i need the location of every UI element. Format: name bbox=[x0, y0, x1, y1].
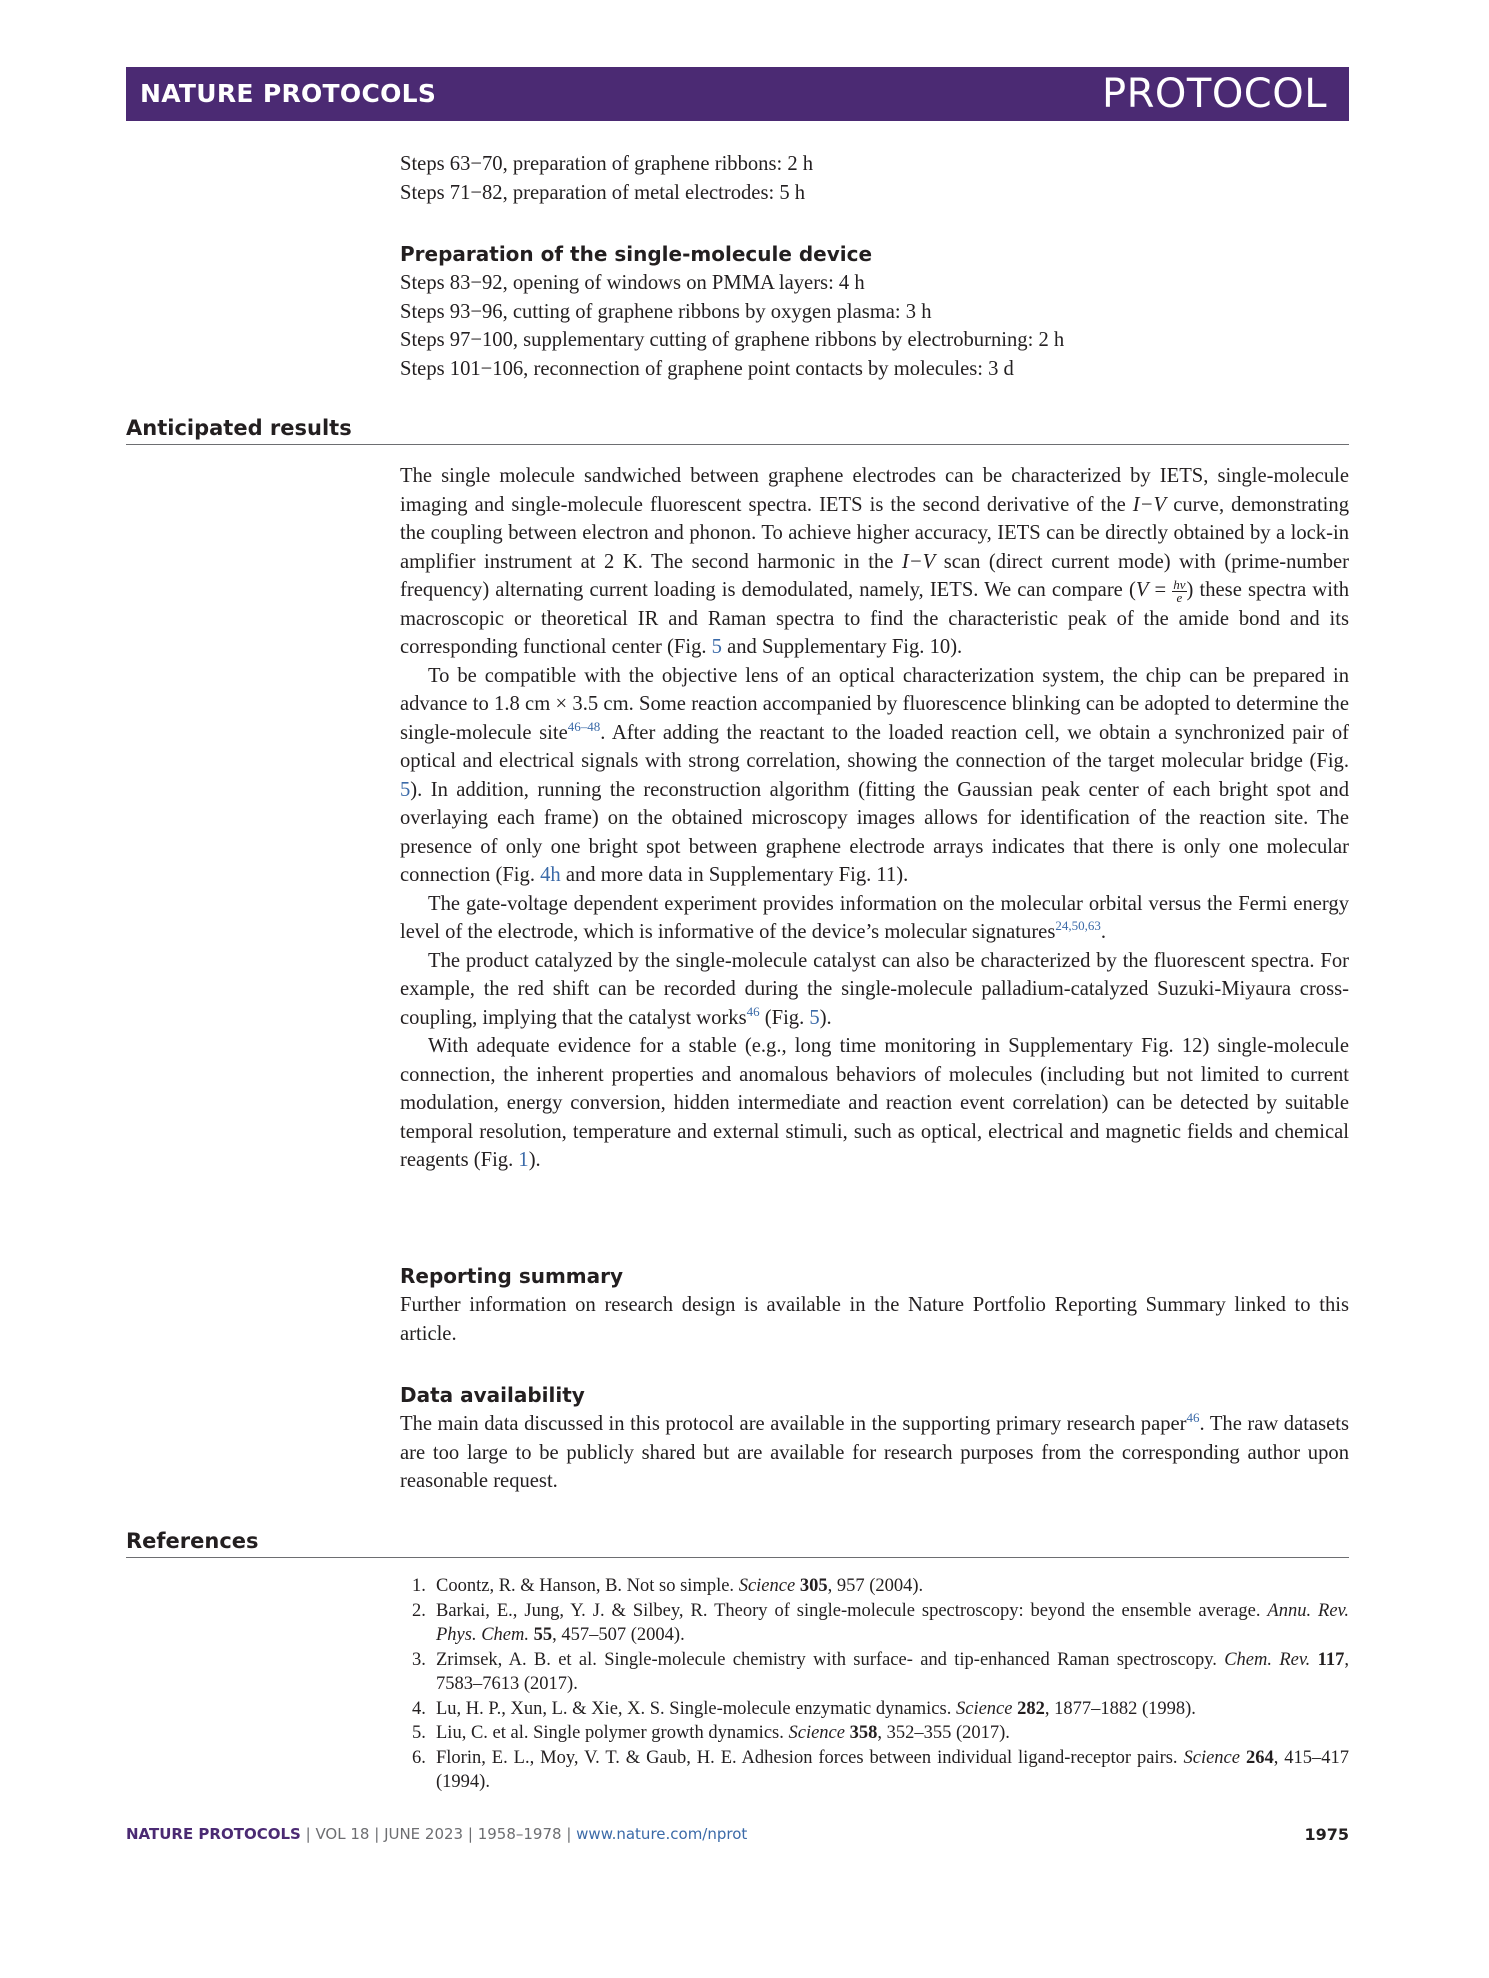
reference-list bbox=[400, 1574, 1349, 1795]
paragraph: Further information on research design is available in the Nature Portfolio Reporting Summary linked to this article. bbox=[400, 1294, 1349, 1345]
reporting-summary-section bbox=[400, 1261, 1349, 1348]
timing-step: Steps 93−96, cutting of graphene ribbons by oxygen plasma: 3 h bbox=[400, 300, 932, 323]
paragraph: The single molecule sandwiched between graphene electrodes can be characterized by IETS, single-molecule imaging and single-molecule fluorescent spectra. IETS is the second derivative of the I−V curve, demonstrating the coupling between electron and phonon. To achieve higher accuracy, IETS can be directly obtained by a lock-in amplifier instrument at 2 K. The second harmonic in the I−V scan (direct current mode) with (prime-number frequency) alternating current loading is demodulated, namely, IETS. We can compare (V = $\frac{h\nu}{e}$ ) these spectra with macroscopic or theoretical IR and Raman spectra to find the characteristic peak of the amide bond and its corresponding functional center (Fig. 5 and Supplementary Fig. 10). bbox=[400, 465, 1349, 658]
figure-link[interactable]: 5 bbox=[400, 778, 411, 801]
reference-item: 3. Zrimsek, A. B. et al. Single-molecule chemistry with surface- and tip-enhanced Raman spectroscopy. Chem. Rev. 117, 7583–7613 (2017). bbox=[412, 1649, 1350, 1694]
equation-fraction: $\frac{h\nu}{e}$ bbox=[1173, 576, 1186, 605]
paragraph: With adequate evidence for a stable (e.g., long time monitoring in Supplementary Fig. 12) single-molecule connection, the inherent properties and anomalous behaviors of molecules (including but not limited to current modulation, energy conversion, hidden intermediate and reaction event correlation) can be detected by suitable temporal resolution, temperature and external stimuli, such as optical, electrical and magnetic fields and chemical reagents (Fig. 1). bbox=[400, 1035, 1349, 1171]
data-availability-section bbox=[400, 1380, 1349, 1496]
paragraph: The main data discussed in this protocol are available in the supporting primary research paper$^{46}$. The raw datasets are too large to be publicly shared but are available for research purposes from the corresponding author upon reasonable request. bbox=[400, 1410, 1349, 1492]
reference-item: 1. Coontz, R. & Hanson, B. Not so simple. Science 305, 957 (2004). bbox=[412, 1576, 924, 1596]
paragraph: The gate-voltage dependent experiment provides information on the molecular orbital versus the Fermi energy level of the electrode, which is informative of the device’s molecular signatures$^{24,50,63}$. bbox=[400, 892, 1349, 943]
timing-step: Steps 101−106, reconnection of graphene point contacts by molecules: 3 d bbox=[400, 357, 1014, 380]
paragraph: The product catalyzed by the single-molecule catalyst can also be characterized by the fluorescent spectra. For example, the red shift can be recorded during the single-molecule palladium-catalyzed Suzuki-Miyaura cross-coupling, implying that the catalyst works$^{46}$ (Fig. 5). bbox=[400, 949, 1349, 1029]
figure-link[interactable]: 4h bbox=[540, 864, 561, 886]
device-prep-heading: Preparation of the single-molecule device bbox=[400, 242, 873, 266]
citation-link[interactable]: 46 bbox=[1186, 1410, 1200, 1425]
footer-pages: 1958–1978 bbox=[477, 1825, 562, 1843]
anticipated-results-body bbox=[400, 462, 1349, 1175]
journal-name: NATURE PROTOCOLS bbox=[140, 79, 437, 108]
citation-link[interactable]: 46–48 bbox=[567, 718, 601, 734]
timing-list-top bbox=[400, 150, 1349, 207]
section-heading-references: References bbox=[126, 1526, 1349, 1558]
reference-item: 2. Barkai, E., Jung, Y. J. & Silbey, R. Theory of single-molecule spectroscopy: beyond the ensemble average. Annu. Rev. Phys. Chem. 55, 457–507 (2004). bbox=[412, 1600, 1350, 1645]
figure-link[interactable]: 5 bbox=[711, 636, 722, 658]
citation-link[interactable]: 46 bbox=[746, 1003, 760, 1019]
footer-journal: NATURE PROTOCOLS bbox=[126, 1825, 301, 1843]
article-type: PROTOCOL bbox=[1101, 71, 1327, 117]
figure-link[interactable]: 5 bbox=[809, 1006, 820, 1029]
data-availability-heading: Data availability bbox=[400, 1383, 585, 1407]
reference-item: 4. Lu, H. P., Xun, L. & Xie, X. S. Single-molecule enzymatic dynamics. Science 282, 1877–1882 (1998). bbox=[412, 1698, 1196, 1719]
citation-link[interactable]: 24,50,63 bbox=[1055, 918, 1101, 933]
page-footer: NATURE PROTOCOLS | VOL 18 | JUNE 2023 | 1958–1978 | www.nature.com/nprot 1975 bbox=[126, 1825, 1349, 1844]
figure-link[interactable]: 1 bbox=[518, 1149, 529, 1171]
timing-step: Steps 63−70, preparation of graphene ribbons: 2 h bbox=[400, 153, 814, 175]
timing-step: Steps 83−92, opening of windows on PMMA layers: 4 h bbox=[400, 272, 865, 294]
reporting-summary-heading: Reporting summary bbox=[400, 1264, 624, 1288]
footer-volume: VOL 18 bbox=[315, 1825, 370, 1843]
reference-item: 6. Florin, E. L., Moy, V. T. & Gaub, H. E. Adhesion forces between individual ligand-receptor pairs. Science 264, 415–417 (1994). bbox=[412, 1747, 1349, 1792]
paragraph: To be compatible with the objective lens of an optical characterization system, the chip can be prepared in advance to 1.8 cm × 3.5 cm. Some reaction accompanied by fluorescence blinking can be adopted to determine the single-molecule site$^{46-48}$. After adding the reactant to the loaded reaction cell, we obtain a synchronized pair of optical and electrical signals with strong correlation, showing the connection of the target molecular bridge (Fig. 5). In addition, running the reconstruction algorithm (fitting the Gaussian peak center of each bright spot and overlaying each frame) on the obtained microscopy images allows for identification of the reaction site. The presence of only one bright spot between graphene electrode arrays indicates that there is only one molecular connection (Fig. 4h and more data in Supplementary Fig. 11). bbox=[400, 664, 1349, 886]
reference-item: 5. Liu, C. et al. Single polymer growth dynamics. Science 358, 352–355 (2017). bbox=[412, 1723, 1010, 1743]
page-number: 1975 bbox=[1304, 1825, 1349, 1844]
timing-step: Steps 71−82, preparation of metal electrodes: 5 h bbox=[400, 181, 806, 204]
section-heading-anticipated: Anticipated results bbox=[126, 413, 1349, 445]
footer-date: JUNE 2023 bbox=[384, 1825, 464, 1843]
footer-url-link[interactable]: www.nature.com/nprot bbox=[576, 1825, 748, 1843]
timing-step: Steps 97−100, supplementary cutting of graphene ribbons by electroburning: 2 h bbox=[400, 329, 1065, 351]
journal-banner bbox=[126, 67, 1349, 121]
device-prep-section bbox=[400, 239, 1349, 383]
